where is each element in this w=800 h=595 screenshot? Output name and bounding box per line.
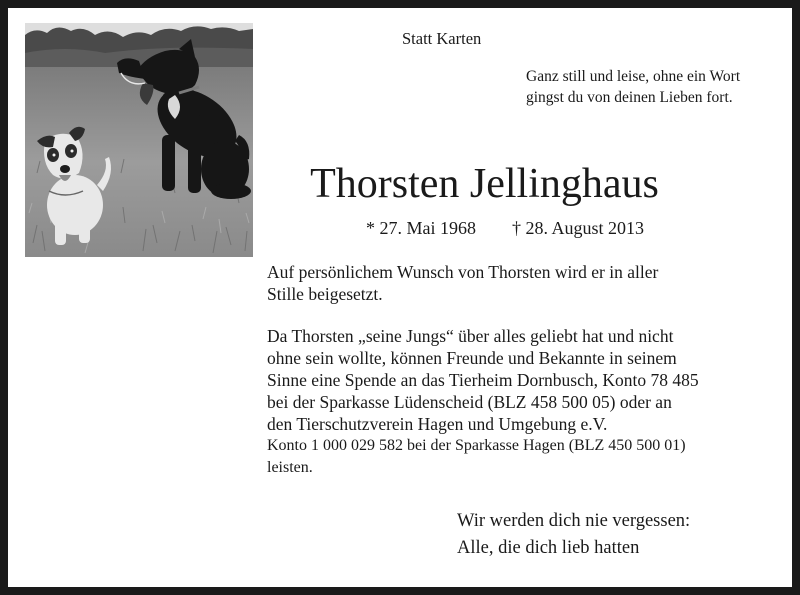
closing-signature <box>457 508 690 562</box>
card-heading: Statt Karten <box>402 29 482 48</box>
closing-line: Wir werden dich nie vergessen: <box>457 511 691 531</box>
paragraph-spacer <box>267 305 699 325</box>
paragraph-line: Sinne eine Spende an das Tierheim Dornbusch, Konto 78 485 <box>267 370 699 390</box>
deceased-name: Thorsten Jellinghaus <box>310 161 659 207</box>
notice-text <box>267 261 699 479</box>
death-date: † 28. August 2013 <box>512 218 645 238</box>
paragraph-line: Stille beigesetzt. <box>267 284 383 304</box>
memorial-verse <box>526 66 740 108</box>
paragraph-line: den Tierschutzverein Hagen und Umgebung e.V. <box>267 414 608 434</box>
paragraph-line: Da Thorsten „seine Jungs“ über alles geliebt hat und nicht <box>267 326 674 346</box>
birth-date: * 27. Mai 1968 <box>366 218 476 238</box>
two-dogs-on-meadow-photo-icon <box>25 23 253 257</box>
closing-line: Alle, die dich lieb hatten <box>457 538 640 558</box>
obituary-card <box>8 8 792 587</box>
paragraph-line: bei der Sparkasse Lüdenscheid (BLZ 458 500 05) oder an <box>267 392 672 412</box>
verse-line: gingst du von deinen Lieben fort. <box>526 89 733 106</box>
two-dogs-photo <box>25 23 253 257</box>
paragraph-line: Auf persönlichem Wunsch von Thorsten wird er in aller <box>267 262 659 282</box>
paragraph-line: Konto 1 000 029 582 bei der Sparkasse Hagen (BLZ 450 500 01) <box>267 437 686 454</box>
life-dates <box>366 216 644 240</box>
verse-line: Ganz still und leise, ohne ein Wort <box>526 68 741 85</box>
paragraph-line: ohne sein wollte, können Freunde und Bekannte in seinem <box>267 348 677 368</box>
paragraph-line: leisten. <box>267 459 313 476</box>
